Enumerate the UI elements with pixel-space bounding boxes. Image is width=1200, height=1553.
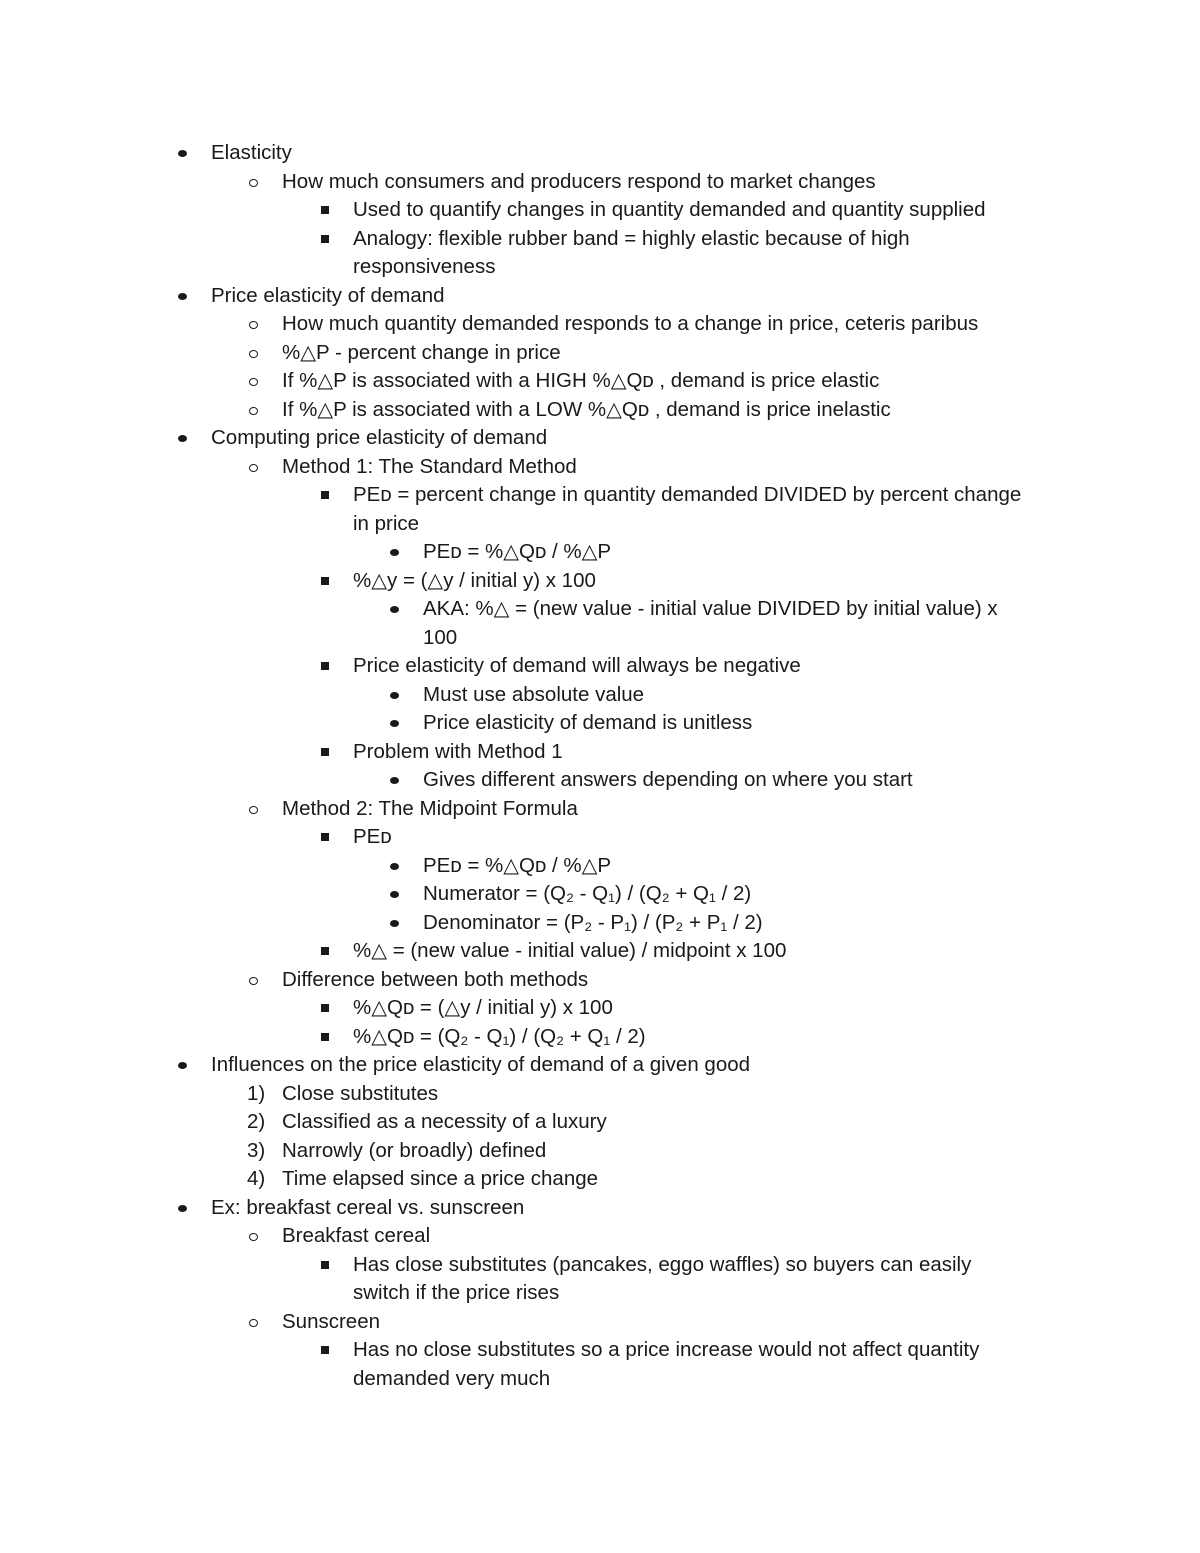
- note-text: Has no close substitutes so a price increase would not affect quantity: [353, 1338, 980, 1361]
- note-line: [0, 1222, 1200, 1251]
- note-text: %△Qᴅ = (△y / initial y) x 100: [353, 996, 613, 1019]
- note-line: [0, 310, 1200, 339]
- note-line: [0, 424, 1200, 453]
- note-line: [0, 1194, 1200, 1223]
- note-text: PEᴅ = %△Qᴅ / %△P: [423, 853, 612, 877]
- note-text: Has close substitutes (pancakes, eggo waffles) so buyers can easily: [353, 1252, 972, 1276]
- note-line: [0, 966, 1200, 995]
- note-line: [0, 595, 1200, 624]
- note-text: Must use absolute value: [423, 682, 645, 706]
- note-line: [0, 339, 1200, 368]
- note-line: [0, 994, 1200, 1023]
- note-line: [0, 481, 1200, 510]
- note-text: in price: [353, 511, 420, 535]
- note-text: Influences on the price elasticity of demand of a given good: [211, 1053, 751, 1076]
- note-text: Elasticity: [211, 141, 292, 164]
- note-line: [0, 225, 1200, 254]
- note-line: [0, 168, 1200, 197]
- note-line: [0, 624, 1200, 653]
- note-line: [0, 1365, 1200, 1394]
- note-line: [0, 453, 1200, 482]
- note-text: Used to quantify changes in quantity demanded and quantity supplied: [353, 198, 986, 221]
- note-text: %△P - percent change in price: [282, 340, 561, 364]
- note-text: Numerator = (Q₂ - Q₁) / (Q₂ + Q₁ / 2): [423, 882, 752, 905]
- note-line: [0, 1279, 1200, 1308]
- note-text: Narrowly (or broadly) defined: [282, 1138, 547, 1162]
- note-line: [0, 795, 1200, 824]
- note-text: Analogy: flexible rubber band = highly elastic because of high: [353, 226, 910, 250]
- note-line: [0, 823, 1200, 852]
- note-text: %△y = (△y / initial y) x 100: [353, 568, 596, 592]
- note-line: [0, 1137, 1200, 1166]
- note-line: [0, 538, 1200, 567]
- note-line: [0, 1023, 1200, 1052]
- note-line: [0, 510, 1200, 539]
- note-text: responsiveness: [353, 255, 496, 278]
- note-text: Problem with Method 1: [353, 739, 563, 763]
- note-text: %△Qᴅ = (Q₂ - Q₁) / (Q₂ + Q₁ / 2): [353, 1024, 646, 1048]
- note-text: Price elasticity of demand: [211, 283, 445, 307]
- note-line: [0, 1308, 1200, 1337]
- list-number: 1): [247, 1081, 266, 1105]
- note-text: Method 2: The Midpoint Formula: [282, 796, 578, 820]
- note-text: %△ = (new value - initial value) / midpoint x 100: [353, 939, 787, 962]
- note-text: Price elasticity of demand will always be negative: [353, 654, 801, 677]
- note-text: If %△P is associated with a LOW %△Qᴅ , demand is price inelastic: [282, 397, 891, 421]
- list-number: 2): [247, 1110, 266, 1133]
- note-text: PEᴅ: [353, 825, 392, 848]
- note-line: [0, 1336, 1200, 1365]
- note-line: [0, 282, 1200, 311]
- note-line: [0, 1165, 1200, 1194]
- note-text: Sunscreen: [282, 1309, 381, 1333]
- note-text: switch if the price rises: [353, 1281, 560, 1304]
- note-line: [0, 253, 1200, 282]
- note-text: demanded very much: [353, 1366, 551, 1390]
- note-line: [0, 367, 1200, 396]
- note-text: Breakfast cereal: [282, 1224, 431, 1247]
- note-text: Close substitutes: [282, 1081, 439, 1105]
- note-line: [0, 1051, 1200, 1080]
- note-line: [0, 681, 1200, 710]
- note-line: [0, 709, 1200, 738]
- note-text: Computing price elasticity of demand: [211, 426, 548, 449]
- note-text: 100: [423, 625, 458, 649]
- note-text: Denominator = (P₂ - P₁) / (P₂ + P₁ / 2): [423, 910, 763, 934]
- note-line: [0, 880, 1200, 909]
- note-text: PEᴅ = %△Qᴅ / %△P: [423, 540, 612, 563]
- list-number: 3): [247, 1138, 266, 1162]
- note-line: [0, 1108, 1200, 1137]
- note-line: [0, 1251, 1200, 1280]
- list-number: 4): [247, 1167, 266, 1190]
- note-line: [0, 567, 1200, 596]
- note-text: Method 1: The Standard Method: [282, 454, 577, 478]
- note-line: [0, 1080, 1200, 1109]
- notes-document: [0, 139, 1200, 1393]
- note-text: Time elapsed since a price change: [282, 1167, 599, 1190]
- note-text: Classified as a necessity of a luxury: [282, 1110, 607, 1133]
- note-text: How much consumers and producers respond to market changes: [282, 169, 876, 193]
- note-line: [0, 396, 1200, 425]
- note-text: Ex: breakfast cereal vs. sunscreen: [211, 1195, 525, 1219]
- note-line: [0, 766, 1200, 795]
- note-text: AKA: %△ = (new value - initial value DIVIDED by initial value) x: [423, 597, 998, 620]
- note-line: [0, 852, 1200, 881]
- note-line: [0, 139, 1200, 168]
- note-text: Price elasticity of demand is unitless: [423, 711, 753, 734]
- note-line: [0, 196, 1200, 225]
- note-text: PEᴅ = percent change in quantity demanded DIVIDED by percent change: [353, 483, 1022, 506]
- note-line: [0, 738, 1200, 767]
- note-text: Gives different answers depending on where you start: [423, 768, 913, 791]
- note-text: Difference between both methods: [282, 967, 589, 991]
- note-line: [0, 909, 1200, 938]
- note-text: If %△P is associated with a HIGH %△Qᴅ , demand is price elastic: [282, 369, 880, 392]
- note-text: How much quantity demanded responds to a change in price, ceteris paribus: [282, 312, 979, 335]
- note-line: [0, 937, 1200, 966]
- note-line: [0, 652, 1200, 681]
